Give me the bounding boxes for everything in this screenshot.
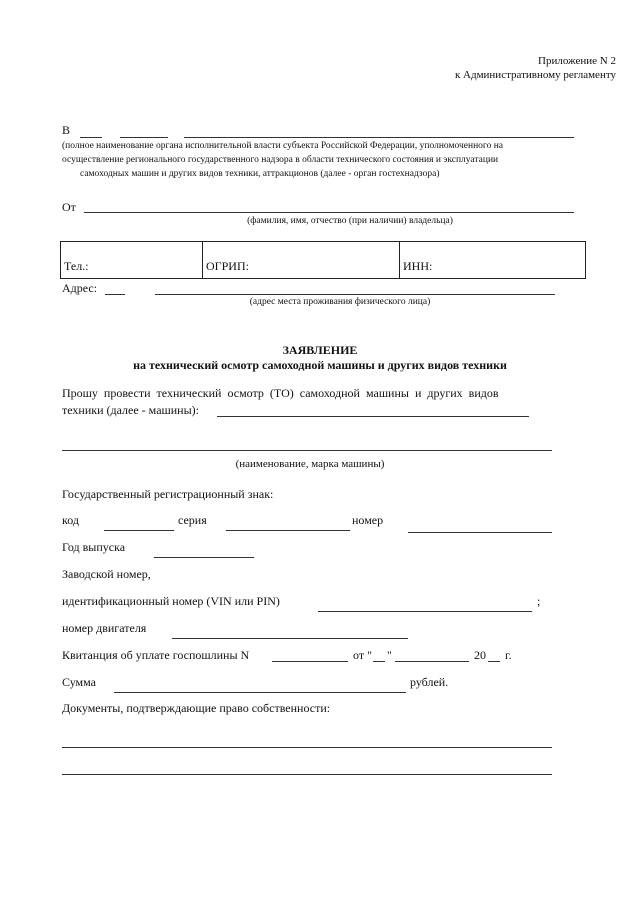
receipt-g: г. — [505, 648, 512, 662]
phone-label: Тел.: — [64, 259, 89, 273]
request-line2: техники (далее - машины): — [62, 403, 199, 417]
document-title: ЗАЯВЛЕНИЕ — [282, 343, 358, 357]
phone-cell[interactable] — [61, 242, 203, 279]
to-note-line1: (полное наименование органа исполнительной власти субъекта Российской Федерации, уполномоченного на — [62, 141, 503, 151]
year-underline[interactable] — [154, 557, 254, 558]
year-label: Год выпуска — [62, 540, 126, 554]
series-underline[interactable] — [226, 530, 350, 531]
request-line1: Прошу провести технический осмотр (ТО) самоходной машины и других видов — [62, 386, 499, 400]
sum-label: Сумма — [62, 675, 96, 689]
inn-label: ИНН: — [403, 259, 433, 273]
vin-label: идентификационный номер (VIN или PIN) — [62, 594, 280, 608]
vin-end: ; — [537, 594, 541, 608]
to-underline-1[interactable] — [80, 137, 102, 138]
to-note-line3: самоходных машин и других видов техники, аттракционов (далее - орган гостехнадзора) — [80, 169, 440, 179]
from-underline[interactable] — [84, 212, 574, 213]
appendix-header-line1: Приложение N 2 — [538, 55, 616, 67]
receipt-from: от " — [353, 648, 372, 662]
factory-no-label: Заводской номер, — [62, 567, 151, 581]
docs-underline-1[interactable] — [62, 747, 552, 748]
to-prefix: В — [62, 123, 71, 137]
receipt-year: 20 — [474, 648, 486, 662]
address-note: (адрес места проживания физического лица) — [249, 297, 431, 307]
machine-note: (наименование, марка машины) — [235, 458, 385, 470]
ogrip-cell[interactable] — [203, 242, 400, 279]
engine-no-label: номер двигателя — [62, 621, 147, 635]
engine-no-underline[interactable] — [172, 638, 408, 639]
code-underline[interactable] — [104, 530, 174, 531]
to-underline-2[interactable] — [120, 137, 168, 138]
from-note: (фамилия, имя, отчество (при наличии) владельца) — [247, 216, 453, 226]
from-prefix: От — [62, 200, 76, 214]
contact-table — [60, 241, 586, 279]
sum-underline[interactable] — [114, 692, 406, 693]
code-label: код — [62, 513, 79, 527]
vin-underline[interactable] — [318, 611, 532, 612]
receipt-year-underline[interactable] — [488, 661, 500, 662]
reg-sign-label: Государственный регистрационный знак: — [62, 487, 274, 501]
address-underline-1[interactable] — [105, 294, 125, 295]
receipt-month-underline[interactable] — [395, 661, 469, 662]
ogrip-label: ОГРИП: — [206, 259, 249, 273]
number-underline[interactable] — [408, 532, 552, 533]
address-underline-2[interactable] — [155, 294, 555, 295]
address-label: Адрес: — [62, 281, 98, 295]
receipt-quote: " — [387, 648, 392, 662]
document-subtitle: на технический осмотр самоходной машины и других видов техники — [133, 358, 507, 372]
docs-underline-2[interactable] — [62, 774, 552, 775]
appendix-header-line2: к Административному регламенту — [454, 69, 616, 81]
receipt-number-underline[interactable] — [272, 661, 348, 662]
receipt-label: Квитанция об уплате госпошлины N — [62, 648, 250, 662]
machine-name-underline-1[interactable] — [217, 416, 529, 417]
number-label: номер — [352, 513, 384, 527]
receipt-day-underline[interactable] — [373, 661, 385, 662]
to-underline-3[interactable] — [184, 137, 574, 138]
inn-cell[interactable] — [400, 242, 586, 279]
to-note-line2: осуществление регионального государственного надзора в области технического состояния и эксплуатации — [62, 155, 499, 165]
machine-name-underline-2[interactable] — [62, 450, 552, 451]
rub-label: рублей. — [410, 675, 449, 689]
series-label: серия — [178, 513, 207, 527]
docs-label: Документы, подтверждающие право собственности: — [62, 701, 331, 715]
